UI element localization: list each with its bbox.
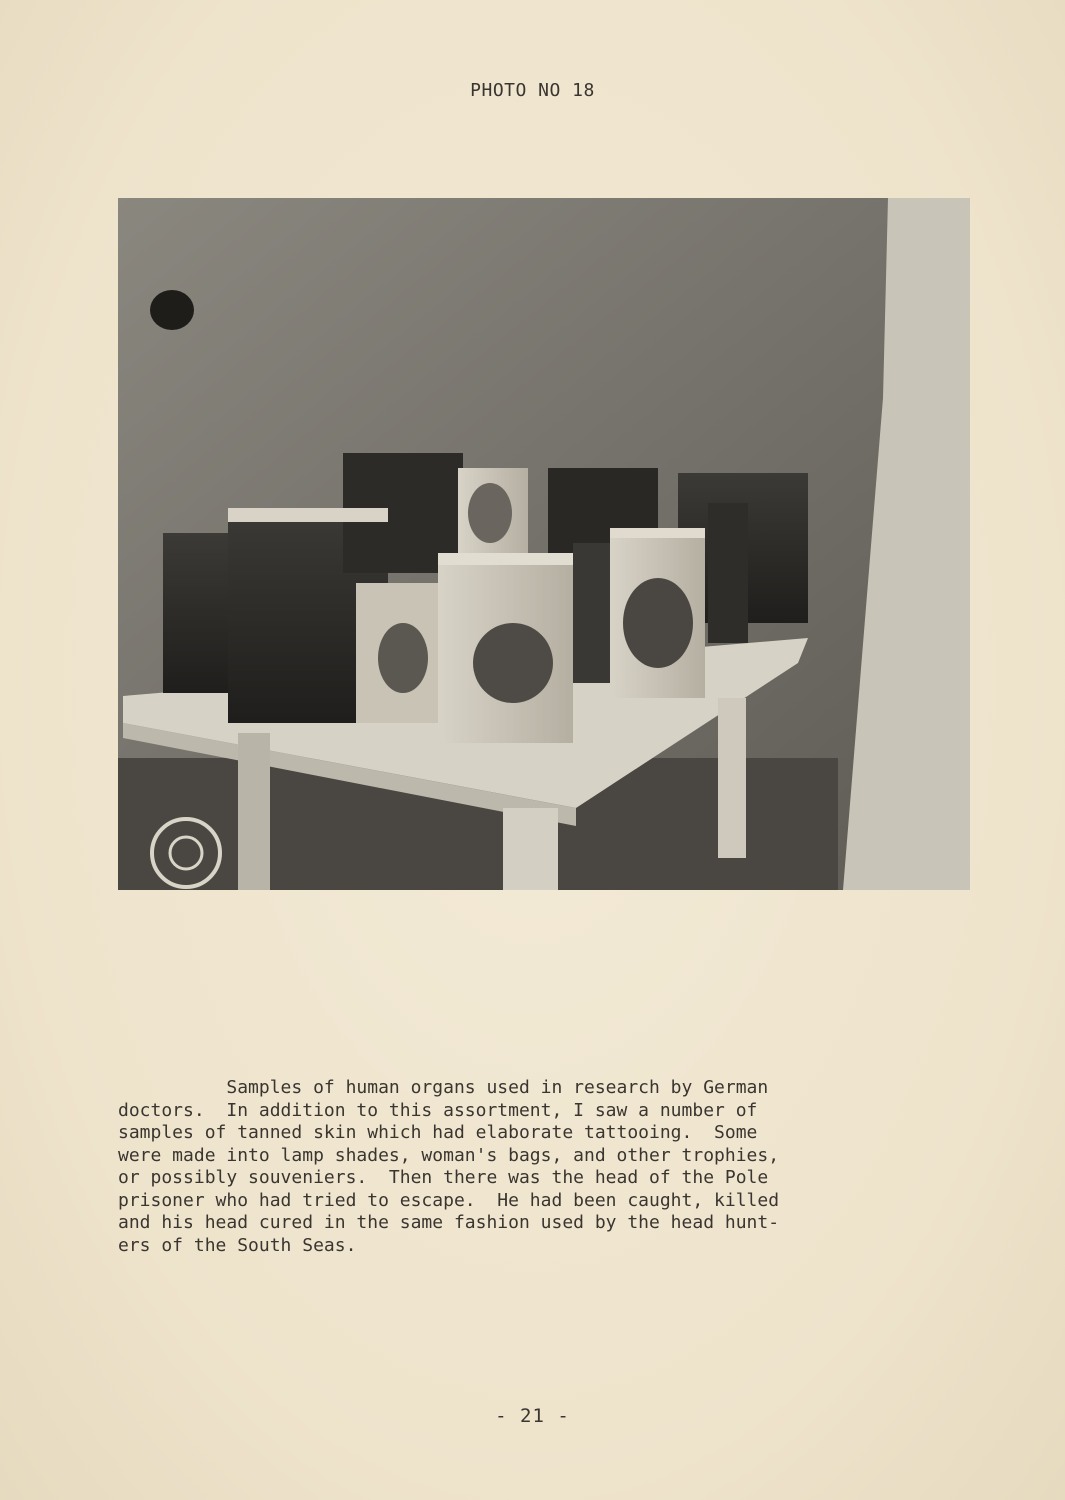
- organ-sample: [468, 483, 512, 543]
- table-leg: [503, 808, 558, 890]
- organ-sample: [623, 578, 693, 668]
- photograph: [118, 198, 970, 890]
- page-number: - 21 -: [495, 1405, 570, 1427]
- organ-sample: [473, 623, 553, 703]
- caption-text: [118, 1077, 978, 1257]
- caption-line: doctors. In addition to this assortment, I saw a number of: [118, 1099, 758, 1121]
- caption-line: were made into lamp shades, woman's bags, and other trophies,: [118, 1144, 780, 1166]
- organ-sample: [378, 623, 428, 693]
- caption-line: Samples of human organs used in research by German: [118, 1077, 769, 1098]
- photo-title: PHOTO NO 18: [470, 80, 595, 101]
- caption-line: samples of tanned skin which had elaborate tattooing. Some: [118, 1122, 758, 1143]
- table-leg: [238, 733, 270, 890]
- specimen-jar: [708, 503, 748, 643]
- caption-line: prisoner who had tried to escape. He had been caught, killed: [118, 1189, 780, 1211]
- jar-lid: [438, 553, 573, 565]
- jar-lid: [228, 508, 388, 522]
- caption-line: ers of the South Seas.: [118, 1234, 357, 1256]
- wall-hole: [150, 290, 194, 330]
- jar-lid: [610, 528, 705, 538]
- caption-line: or possibly souveniers. Then there was the head of the Pole: [118, 1167, 769, 1188]
- caption-line: and his head cured in the same fashion used by the head hunt-: [118, 1212, 780, 1233]
- table-leg: [718, 698, 746, 858]
